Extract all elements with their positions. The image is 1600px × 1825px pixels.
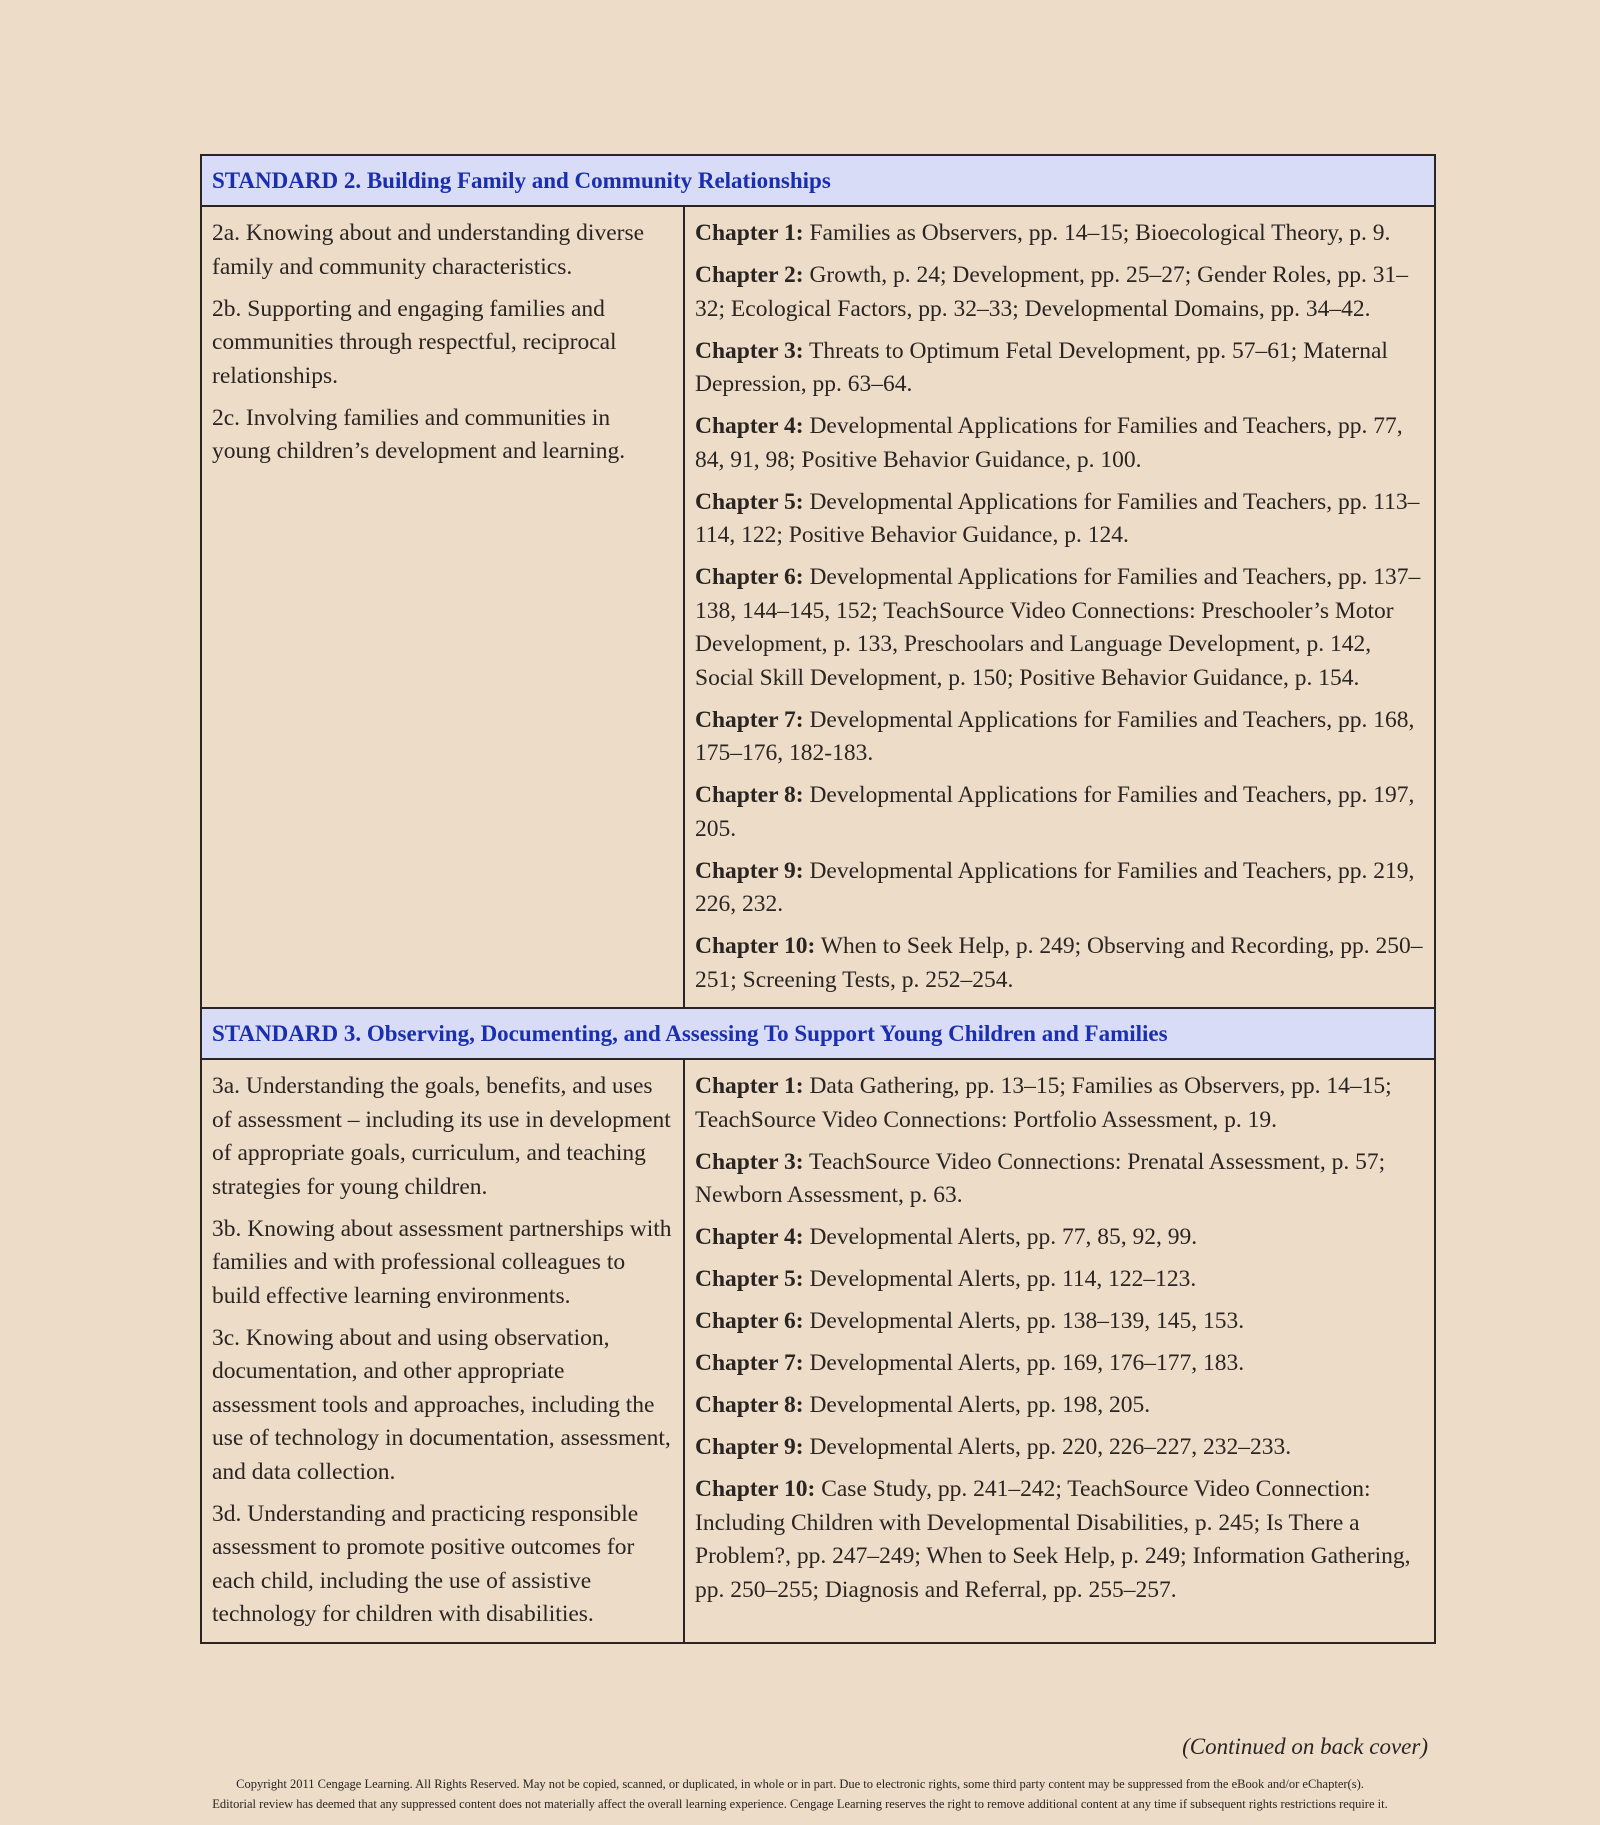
chapter-label: Chapter 5: (695, 488, 804, 515)
continued-note: (Continued on back cover) (1182, 1734, 1428, 1759)
chapter-label: Chapter 8: (695, 1392, 804, 1418)
chapter-label: Chapter 1: (695, 1073, 804, 1099)
chapter-text: Developmental Alerts, pp. 138–139, 145, 153. (809, 1308, 1245, 1334)
chapter-text: Developmental Applications for Families and Teachers, pp. 137–138, 144–145, 152; TeachSource Video Connections: Preschooler’s Motor Development, p. 133, Preschoolars and Language Development, p. 142, Social Skill Development, p. 150; Positive Behavior Guidance, p. 154. (695, 564, 1421, 691)
standard-3-body-row (201, 1059, 1435, 1643)
chapter-label: Chapter 6: (695, 1308, 804, 1334)
chapter-reference (695, 930, 1424, 997)
standard-2-competencies (201, 206, 684, 1008)
chapter-reference (695, 1389, 1424, 1423)
chapter-text: Developmental Alerts, pp. 77, 85, 92, 99. (809, 1224, 1198, 1250)
chapter-reference (695, 1221, 1424, 1255)
standard-2-title: STANDARD 2. Building Family and Community Relationships (201, 155, 1435, 206)
copyright-notice (0, 1774, 1600, 1814)
chapter-label: Chapter 9: (695, 857, 804, 884)
chapter-reference (695, 1070, 1424, 1137)
chapter-text: Developmental Alerts, pp. 220, 226–227, 232–233. (809, 1434, 1292, 1460)
chapter-reference (695, 1305, 1424, 1339)
chapter-reference (695, 779, 1424, 846)
chapter-reference (695, 259, 1424, 326)
standard-3-competencies (201, 1059, 684, 1643)
chapter-text: Developmental Alerts, pp. 169, 176–177, 183. (809, 1350, 1245, 1376)
standard-2-body-row (201, 206, 1435, 1008)
chapter-reference (695, 217, 1424, 251)
standard-2-chapter-references (684, 206, 1435, 1008)
chapter-label: Chapter 10: (695, 933, 816, 959)
chapter-reference (695, 855, 1424, 922)
chapter-text: Threats to Optimum Fetal Development, pp. 57–61; Maternal Depression, pp. 63–64. (695, 337, 1388, 397)
chapter-reference (695, 561, 1424, 695)
chapter-label: Chapter 9: (695, 1434, 804, 1460)
chapter-label: Chapter 10: (695, 1476, 816, 1502)
chapter-text: Developmental Applications for Families and Teachers, pp. 113–114, 122; Positive Behavior Guidance, p. 124. (695, 488, 1420, 548)
chapter-reference (695, 1431, 1424, 1465)
competency-item: 3c. Knowing about and using observation, documentation, and other appropriate assessment tools and approaches, including the use of technology in documentation, assessment, and data collection. (212, 1324, 671, 1485)
chapter-text: Families as Observers, pp. 14–15; Bioecological Theory, p. 9. (809, 220, 1391, 246)
chapter-text: Growth, p. 24; Development, pp. 25–27; Gender Roles, pp. 31–32; Ecological Factors, pp. 32–33; Developmental Domains, pp. 34–42. (695, 262, 1408, 322)
chapter-text: Developmental Alerts, pp. 198, 205. (809, 1392, 1151, 1418)
chapter-text: Developmental Applications for Families and Teachers, pp. 77, 84, 91, 98; Positive Behavior Guidance, p. 100. (695, 413, 1403, 473)
chapter-text: When to Seek Help, p. 249; Observing and Recording, pp. 250–251; Screening Tests, p. 252–254. (695, 933, 1423, 993)
chapter-reference (695, 486, 1424, 553)
chapter-label: Chapter 5: (695, 1266, 804, 1292)
competency-item: 2c. Involving families and communities in young children’s development and learning. (212, 404, 626, 464)
chapter-text: TeachSource Video Connections: Prenatal Assessment, p. 57; Newborn Assessment, p. 63. (695, 1148, 1386, 1208)
copyright-line: Editorial review has deemed that any suppressed content does not materially affect the overall learning experience. Cengage Learning reserves the right to remove additional content at any time if subsequent rights restrictions require it. (212, 1797, 1388, 1811)
chapter-label: Chapter 1: (695, 220, 804, 246)
chapter-label: Chapter 6: (695, 564, 804, 590)
chapter-label: Chapter 4: (695, 1224, 804, 1250)
chapter-label: Chapter 7: (695, 1350, 804, 1376)
chapter-label: Chapter 3: (695, 337, 804, 364)
chapter-text: Developmental Applications for Families and Teachers, pp. 168, 175–176, 182-183. (695, 706, 1415, 766)
chapter-text: Case Study, pp. 241–242; TeachSource Video Connection: Including Children with Developmental Disabilities, p. 245; Is There a Problem?, pp. 247–249; When to Seek Help, p. 249; Information Gathering, pp. 250–255; Diagnosis and Referral, pp. 255–257. (695, 1476, 1411, 1603)
chapter-text: Developmental Applications for Families and Teachers, pp. 219, 226, 232. (695, 857, 1415, 917)
competency-item: 2b. Supporting and engaging families and communities through respectful, reciprocal relationships. (212, 295, 617, 389)
chapter-text: Developmental Applications for Families and Teachers, pp. 197, 205. (695, 782, 1415, 842)
chapter-label: Chapter 7: (695, 706, 804, 733)
competency-item: 3b. Knowing about assessment partnerships with families and with professional colleagues to build effective learning environments. (212, 1215, 672, 1309)
chapter-text: Data Gathering, pp. 13–15; Families as Observers, pp. 14–15; TeachSource Video Connections: Portfolio Assessment, p. 19. (695, 1073, 1392, 1133)
chapter-label: Chapter 8: (695, 782, 804, 808)
standard-3-header-row (201, 1008, 1435, 1059)
chapter-label: Chapter 3: (695, 1148, 804, 1175)
competency-item: 3d. Understanding and practicing responsible assessment to promote positive outcomes for each child, including the use of assistive technology for children with disabilities. (212, 1500, 639, 1627)
chapter-reference (695, 1146, 1424, 1213)
standard-3-title: STANDARD 3. Observing, Documenting, and Assessing To Support Young Children and Families (201, 1008, 1435, 1059)
competency-item: 3a. Understanding the goals, benefits, and uses of assessment – including its use in development of appropriate goals, curriculum, and teaching strategies for young children. (212, 1073, 671, 1200)
chapter-text: Developmental Alerts, pp. 114, 122–123. (809, 1266, 1197, 1292)
standard-2-header-row (201, 155, 1435, 206)
chapter-label: Chapter 4: (695, 413, 804, 439)
standards-table (200, 154, 1436, 1644)
chapter-reference (695, 1263, 1424, 1297)
standard-3-chapter-references (684, 1059, 1435, 1643)
chapter-label: Chapter 2: (695, 262, 804, 288)
chapter-reference (695, 335, 1424, 402)
chapter-reference (695, 1347, 1424, 1381)
copyright-line: Copyright 2011 Cengage Learning. All Rights Reserved. May not be copied, scanned, or duplicated, in whole or in part. Due to electronic rights, some third party content may be suppressed from the eBook and/or eChapter(s). (236, 1777, 1364, 1791)
competency-item: 2a. Knowing about and understanding diverse family and community characteristics. (212, 220, 645, 280)
chapter-reference (695, 704, 1424, 771)
chapter-reference (695, 1473, 1424, 1607)
chapter-reference (695, 410, 1424, 477)
